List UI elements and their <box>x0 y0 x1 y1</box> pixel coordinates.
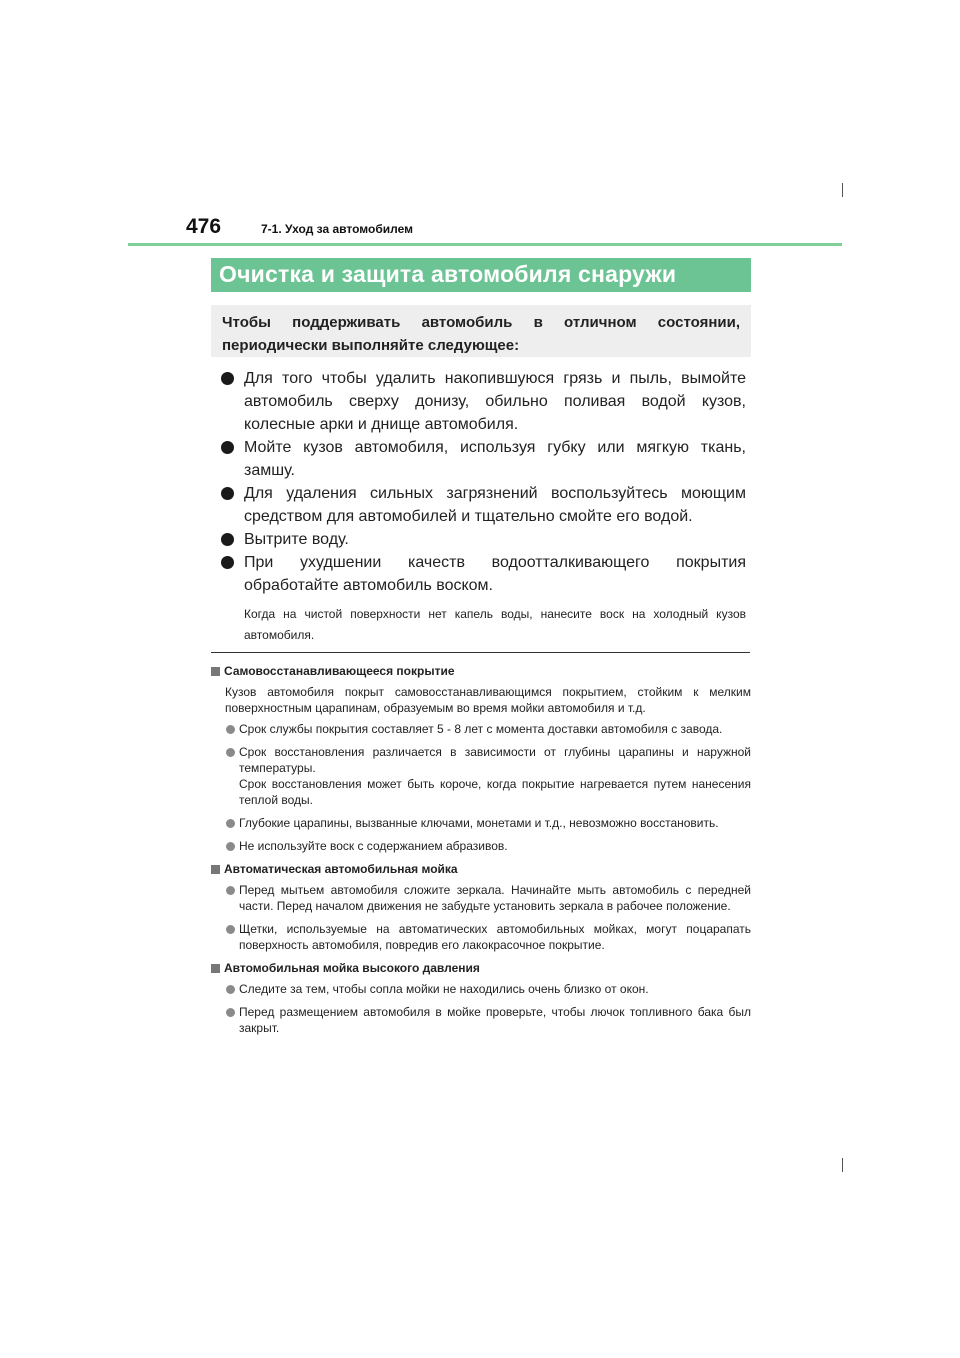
bullet-icon <box>221 487 234 500</box>
crop-mark-top <box>842 183 843 197</box>
bullet-icon <box>221 556 234 569</box>
main-list <box>220 367 746 646</box>
note-bullet: Глубокие царапины, вызванные ключами, монетами и т.д., невозможно восстановить. <box>211 815 751 831</box>
bullet-icon <box>226 1008 235 1017</box>
note-bullet: Перед мытьем автомобиля сложите зеркала. Начинайте мыть автомобиль с передней части. Перед началом движения не забудьте установить зеркала в рабочее положение. <box>211 882 751 914</box>
bullet-icon <box>226 725 235 734</box>
note-bullet: Следите за тем, чтобы сопла мойки не находились очень близко от окон. <box>211 981 751 997</box>
bullet-icon <box>226 748 235 757</box>
bullet-icon <box>226 819 235 828</box>
note-heading-self-restoring: Самовосстанавливающееся покрытие <box>211 663 751 680</box>
bullet-icon <box>221 372 234 385</box>
crop-mark-bottom <box>842 1158 843 1172</box>
bullet-icon <box>226 842 235 851</box>
main-list-item: При ухудшении качеств водоотталкивающего покрытия обработайте автомобиль воском. <box>220 551 746 597</box>
section-title: Очистка и защита автомобиля снаружи <box>211 258 751 292</box>
chapter-title: 7-1. Уход за автомобилем <box>261 222 413 236</box>
square-bullet-icon <box>211 865 220 874</box>
square-bullet-icon <box>211 964 220 973</box>
note-heading-auto-wash: Автоматическая автомобильная мойка <box>211 861 751 878</box>
note-bullet: Перед размещением автомобиля в мойке проверьте, чтобы лючок топливного бака был закрыт. <box>211 1004 751 1036</box>
main-list-item: Для того чтобы удалить накопившуюся грязь и пыль, вымойте автомобиль сверху донизу, обильно поливая водой кузов, колесные арки и днище автомобиля. <box>220 367 746 436</box>
main-list-item: Мойте кузов автомобиля, используя губку или мягкую ткань, замшу. <box>220 436 746 482</box>
note-bullet: Срок восстановления различается в зависимости от глубины царапины и наружной температуры. Срок восстановления может быть короче, когда покрытие нагревается путем нанесения теплой воды. <box>211 744 751 808</box>
main-list-item: Для удаления сильных загрязнений воспользуйтесь моющим средством для автомобилей и тщательно смойте его водой. <box>220 482 746 528</box>
square-bullet-icon <box>211 667 220 676</box>
header-rule <box>128 243 842 246</box>
bullet-icon <box>221 441 234 454</box>
note-bullet: Срок службы покрытия составляет 5 - 8 лет с момента доставки автомобиля с завода. <box>211 721 751 737</box>
page-number: 476 <box>186 215 222 238</box>
bullet-icon <box>226 985 235 994</box>
notes <box>211 663 751 1043</box>
bullet-icon <box>226 925 235 934</box>
main-note: Когда на чистой поверхности нет капель воды, нанесите воск на холодный кузов автомобиля. <box>244 607 746 642</box>
note-bullet: Не используйте воск с содержанием абразивов. <box>211 838 751 854</box>
main-list-item: Вытрите воду. <box>220 528 746 551</box>
section-divider <box>211 652 750 653</box>
intro-box: Чтобы поддерживать автомобиль в отличном состоянии, периодически выполняйте следующее: <box>211 305 751 357</box>
note-bullet: Щетки, используемые на автоматических автомобильных мойках, могут поцарапать поверхность автомобиля, повредив его лакокрасочное покрытие. <box>211 921 751 953</box>
note-heading-high-pressure: Автомобильная мойка высокого давления <box>211 960 751 977</box>
bullet-icon <box>221 533 234 546</box>
note-paragraph: Кузов автомобиля покрыт самовосстанавливающимся покрытием, стойким к мелким поверхностным царапинам, образуемым во время мойки автомобиля и т.д. <box>225 685 751 715</box>
bullet-icon <box>226 886 235 895</box>
